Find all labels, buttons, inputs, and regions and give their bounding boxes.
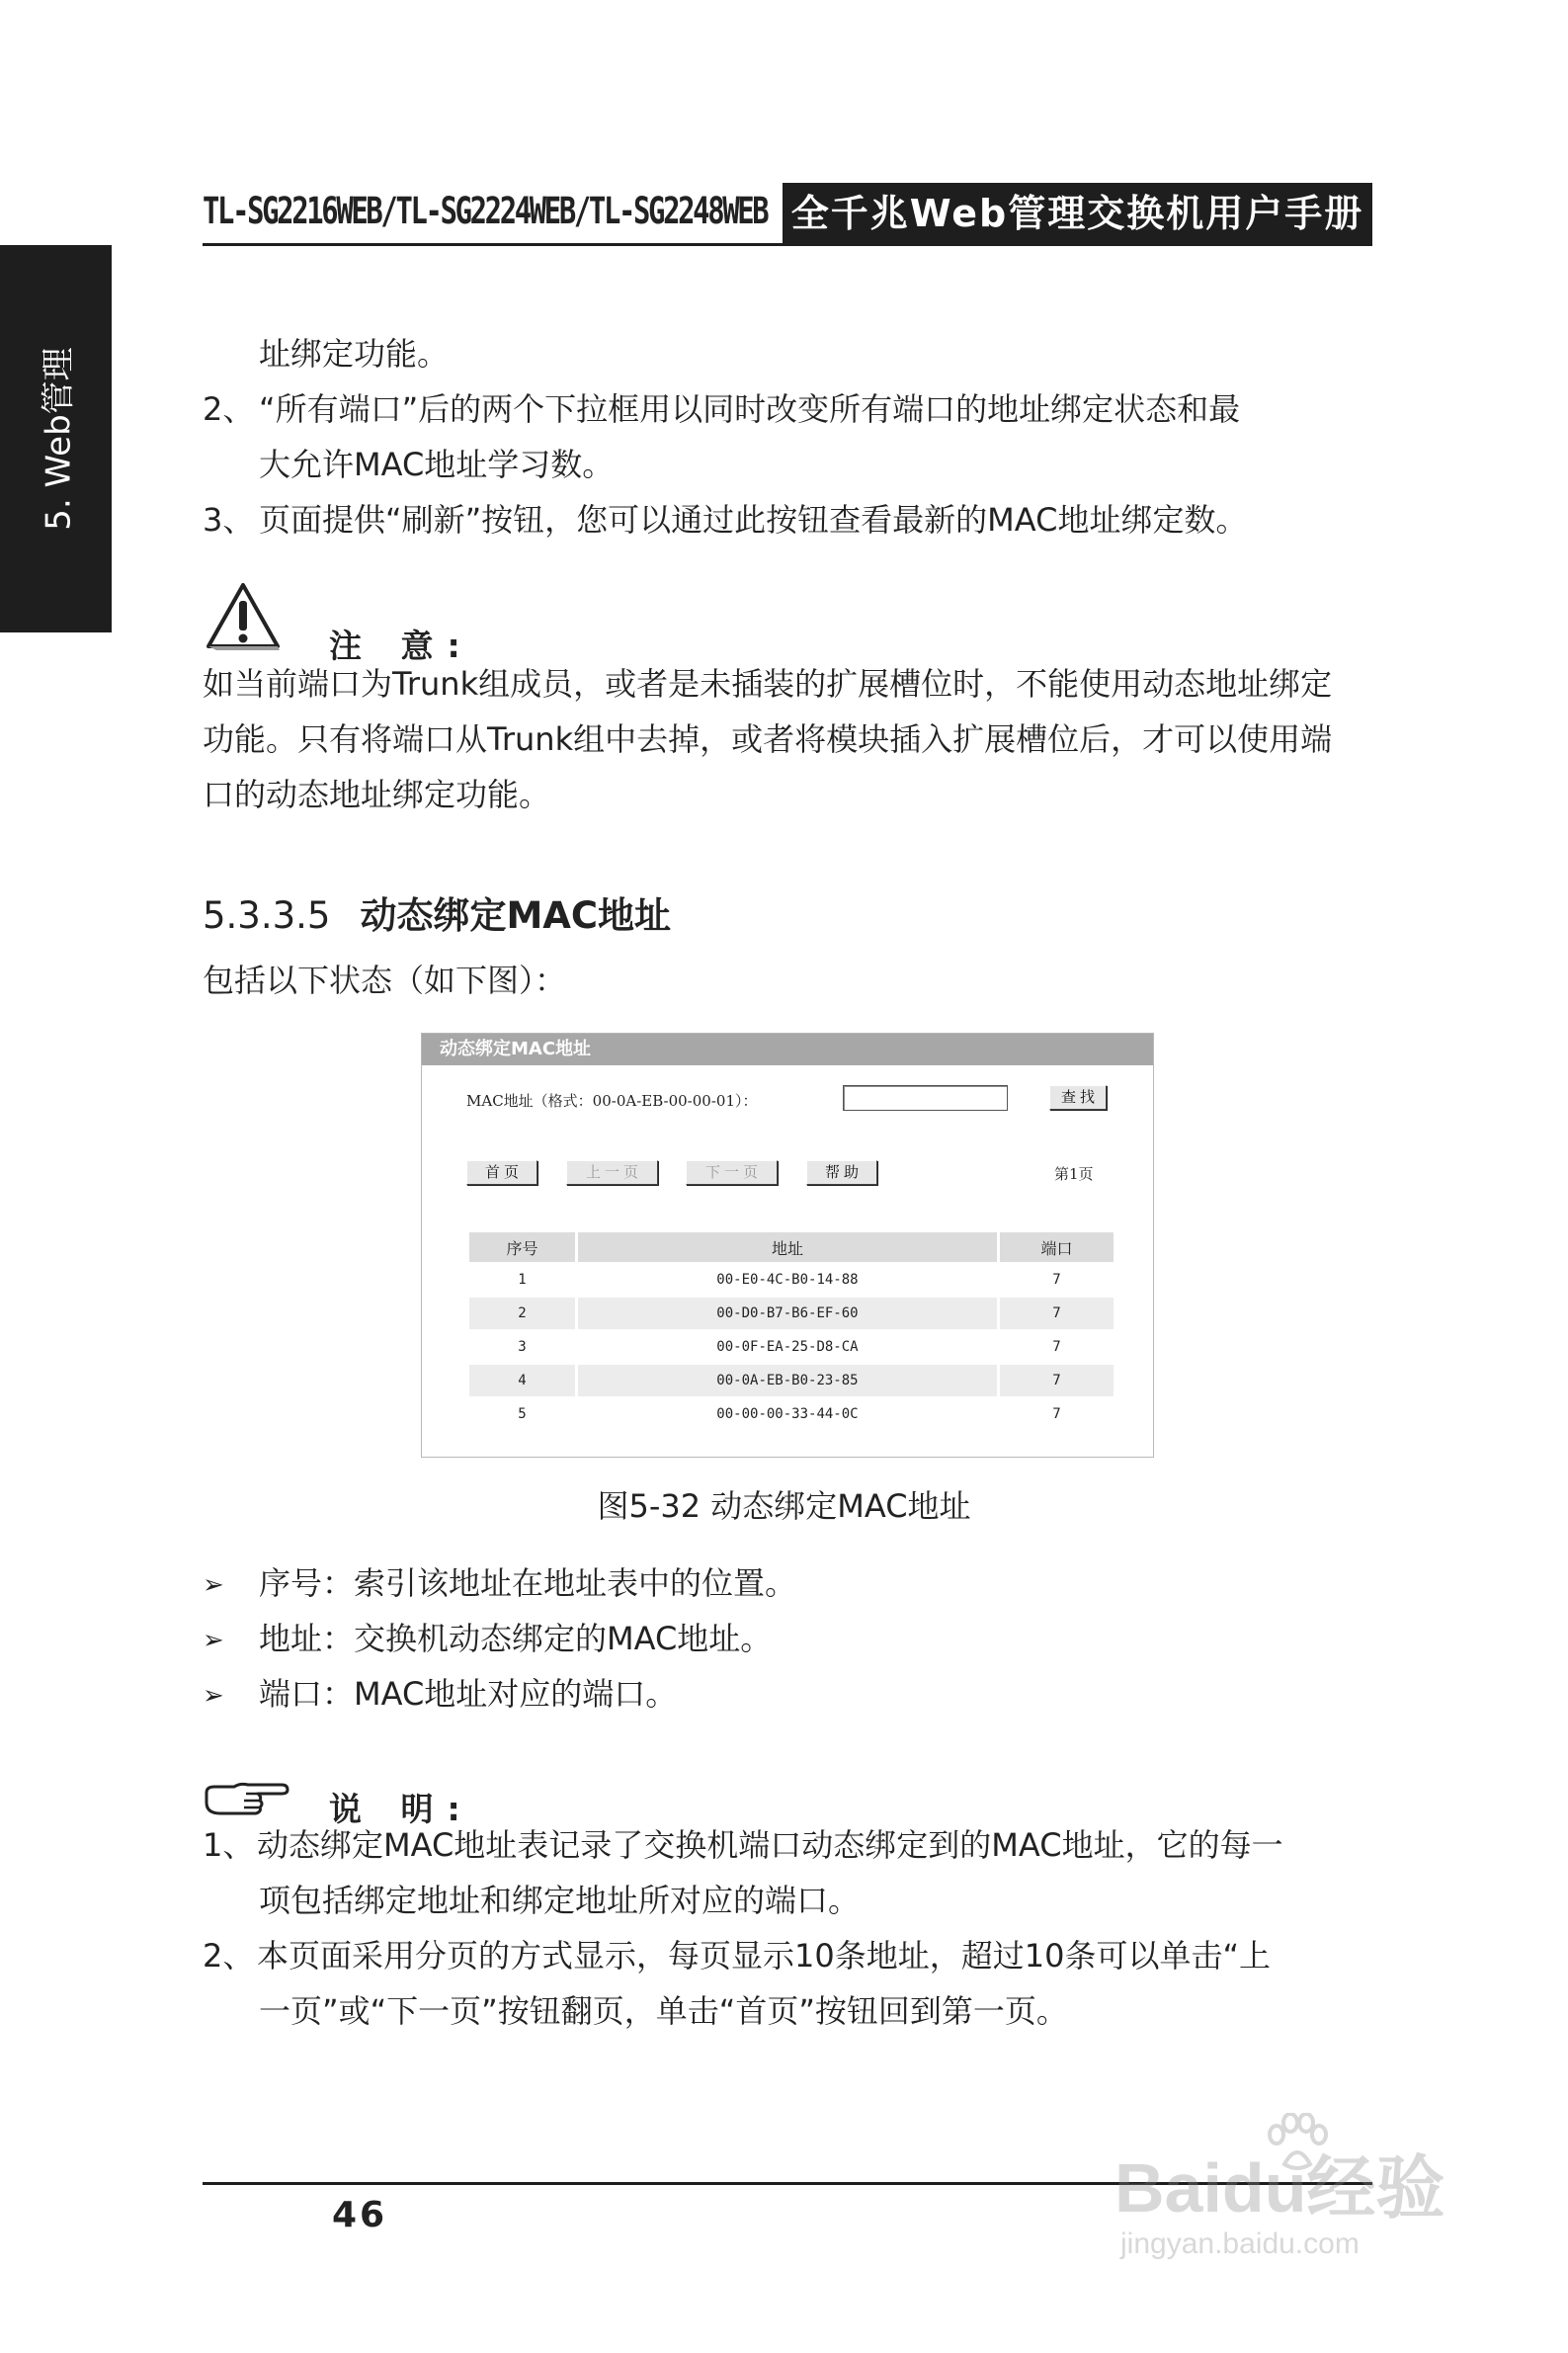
watermark-brand: Baidu经验 [1114,2149,1445,2227]
table-row [469,1264,1114,1296]
field-description-text: 序号：索引该地址在地址表中的位置。 [259,1564,797,1602]
previous-page-button[interactable]: 上一页 [566,1160,658,1185]
bullet-arrow-icon: ➢ [203,1626,224,1655]
dynamic-mac-binding-panel [421,1033,1154,1458]
list-text: 一页”或“下一页”按钮翻页，单击“首页”按钮回到第一页。 [259,1992,1068,2030]
column-header-index: 序号 [469,1232,575,1262]
row-port: 7 [1000,1365,1114,1396]
list-text: 页面提供“刷新”按钮，您可以通过此按钮查看最新的MAC地址绑定数。 [259,501,1248,539]
note-line: 如当前端口为Trunk组成员，或者是未插装的扩展槽位时，不能使用动态地址绑定 [203,665,1333,703]
section-heading [203,885,671,939]
field-description [203,1555,1372,1611]
chapter-side-tab-label: 5. Web管理 [39,347,79,531]
section-title: 动态绑定MAC地址 [360,894,672,937]
help-button[interactable]: 帮助 [806,1160,877,1185]
field-description-text: 端口：MAC地址对应的端口。 [259,1675,678,1713]
column-header-port: 端口 [1000,1232,1114,1262]
note-line: 口的动态地址绑定功能。 [203,776,551,813]
tip-item-2 [203,1928,1372,2039]
row-index: 5 [518,1406,527,1422]
mac-address-label: MAC地址（格式：00-0A-EB-00-00-01）： [466,1092,758,1110]
tip-heading: 说 明: [329,1790,474,1828]
row-address: 00-0F-EA-25-D8-CA [716,1339,859,1355]
table-row [469,1365,1114,1396]
mac-address-input[interactable] [843,1085,1008,1111]
header-model-names: TL-SG2216WEB/TL-SG2224WEB/TL-SG2248WEB [203,190,768,232]
note-heading: 注 意: [329,627,474,665]
header-divider [203,243,1372,246]
list-number: 2、 [203,390,255,428]
list-text: 动态绑定MAC地址表记录了交换机端口动态绑定到的MAC地址，它的每一 [257,1826,1283,1864]
row-address: 00-D0-B7-B6-EF-60 [578,1298,997,1329]
section-intro: 包括以下状态（如下图）： [203,962,567,999]
list-text: 项包括绑定地址和绑定地址所对应的端口。 [259,1882,861,1919]
field-description-text: 地址：交换机动态绑定的MAC地址。 [259,1620,773,1657]
field-description [203,1611,1372,1666]
next-page-button[interactable]: 下一页 [686,1160,778,1185]
row-address: 00-E0-4C-B0-14-88 [716,1272,859,1288]
intro-item-3 [203,492,1372,547]
list-number: 3、 [203,501,255,539]
first-page-button[interactable]: 首页 [466,1160,537,1185]
list-text: 本页面采用分页的方式显示，每页显示10条地址，超过10条可以单击“上 [257,1937,1272,1975]
intro-line: 址绑定功能。 [259,335,450,373]
figure-caption: 图5-32 动态绑定MAC地址 [597,1487,971,1525]
table-row [469,1398,1114,1430]
table-row [469,1331,1114,1363]
field-description [203,1666,1372,1722]
chapter-side-tab [0,245,112,632]
row-port: 7 [1052,1406,1061,1422]
section-number: 5.3.3.5 [203,894,331,937]
intro-item-2 [203,381,1372,492]
pointing-hand-icon [203,1779,289,1816]
row-address: 00-0A-EB-B0-23-85 [578,1365,997,1396]
warning-icon [205,581,282,652]
bullet-arrow-icon: ➢ [203,1681,224,1711]
header-manual-title: 全千兆Web管理交换机用户手册 [783,183,1372,245]
row-port: 7 [1052,1339,1061,1355]
row-index: 4 [469,1365,575,1396]
row-index: 2 [469,1298,575,1329]
search-button[interactable]: 查找 [1049,1085,1107,1110]
row-index: 1 [518,1272,527,1288]
row-index: 3 [518,1339,527,1355]
tip-item-1 [203,1817,1372,1928]
page-number: 46 [332,2195,388,2235]
row-port: 7 [1052,1272,1061,1288]
list-text: “所有端口”后的两个下拉框用以同时改变所有端口的地址绑定状态和最 [259,390,1241,428]
row-port: 7 [1000,1298,1114,1329]
column-header-address: 地址 [578,1232,997,1262]
page-indicator: 第1页 [1054,1165,1094,1183]
row-address: 00-00-00-33-44-0C [716,1406,859,1422]
list-text: 大允许MAC地址学习数。 [259,446,615,483]
table-row [469,1298,1114,1329]
mac-address-table [466,1230,1116,1432]
list-number: 1、 [203,1826,255,1864]
baidu-watermark-logo [1114,2133,1490,2271]
note-line: 功能。只有将端口从Trunk组中去掉，或者将模块插入扩展槽位后，才可以使用端 [203,720,1333,758]
panel-title: 动态绑定MAC地址 [422,1034,1153,1065]
watermark-url: jingyan.baidu.com [1120,2227,1360,2260]
bullet-arrow-icon: ➢ [203,1570,224,1600]
table-header-row [469,1232,1114,1262]
list-number: 2、 [203,1937,255,1975]
